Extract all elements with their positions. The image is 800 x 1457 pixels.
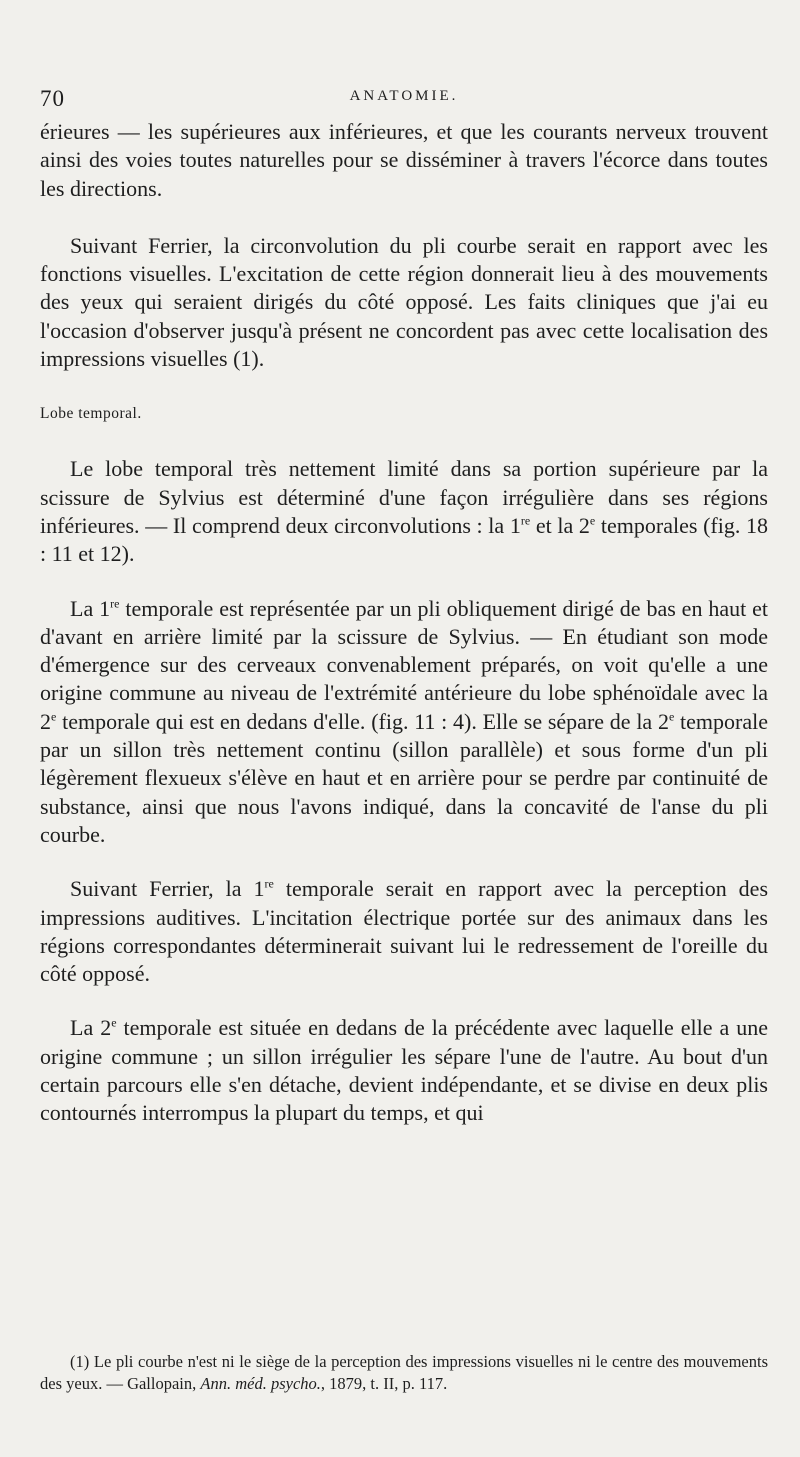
- paragraph-ferrier-visual: Suivant Ferrier, la circonvolution du pli courbe serait en rapport avec les fonctions visuelles. L'excitation de cette région donnerait lieu à des mouvements des yeux qui seraient dirigés du côté opposé. Les faits cliniques que j'ai eu l'occasion d'observer jusqu'à présent ne concordent pas avec cette localisation des impressions visuelles (1).: [40, 232, 768, 372]
- body-text: [40, 118, 768, 1128]
- paragraph-second-temporal: La 2e temporale est située en dedans de la précédente avec laquelle elle a une origine commune ; un sillon irrégulier les sépare l'une de l'autre. Au bout d'un certain parcours elle s'en détache, devient indépendante, et se divise en deux plis contournés interrompus la plupart du temps, et qui: [40, 1015, 768, 1126]
- page-number: 70: [40, 86, 65, 111]
- journal-title: Ann. méd. psycho.: [200, 1374, 321, 1393]
- footnote: (1) Le pli courbe n'est ni le siège de la perception des impressions visuelles ni le centre des mouvements des yeux. — Gallopain, Ann. méd. psycho., 1879, t. II, p. 117.: [40, 1352, 768, 1393]
- paragraph-ferrier-auditory: Suivant Ferrier, la 1re temporale serait en rapport avec la perception des impressions auditives. L'incitation électrique portée sur des animaux dans les régions correspondantes déterminerait suivant lui le redressement de l'oreille du côté opposé.: [40, 876, 769, 987]
- paragraph-continued: érieures — les supérieures aux inférieures, et que les courants nerveux trouvent ainsi des voies toutes naturelles pour se disséminer à travers l'écorce dans toutes les directions.: [40, 119, 768, 201]
- running-head: ANATOMIE.: [349, 88, 459, 104]
- page-header: [40, 86, 768, 112]
- section-heading: Lobe temporal.: [40, 405, 142, 423]
- paragraph-temporal-lobe: Le lobe temporal très nettement limité dans sa portion supérieure par la scissure de Sylvius est déterminé d'une façon irrégulière dans ses régions inférieures. — Il comprend deux circonvolutions : la 1re et la 2e temporales (fig. 18 : 11 et 12).: [40, 456, 768, 567]
- paragraph-first-temporal: La 1re temporale est représentée par un pli obliquement dirigé de bas en haut et d'avant en arrière limité par la scissure de Sylvius. — En étudiant son mode d'émergence sur des cerveaux convenablement préparés, on voit qu'elle a une origine commune au niveau de l'extrémité antérieure du lobe sphénoïdale avec la 2e temporale qui est en dedans d'elle. (fig. 11 : 4). Elle se sépare de la 2e temporale par un sillon très nettement continu (sillon parallèle) et sous forme d'un pli légèrement flexueux s'élève en haut et en arrière pour se perdre par continuité de substance, ainsi que nous l'avons indiqué, dans la concavité de l'anse du pli courbe.: [40, 595, 769, 847]
